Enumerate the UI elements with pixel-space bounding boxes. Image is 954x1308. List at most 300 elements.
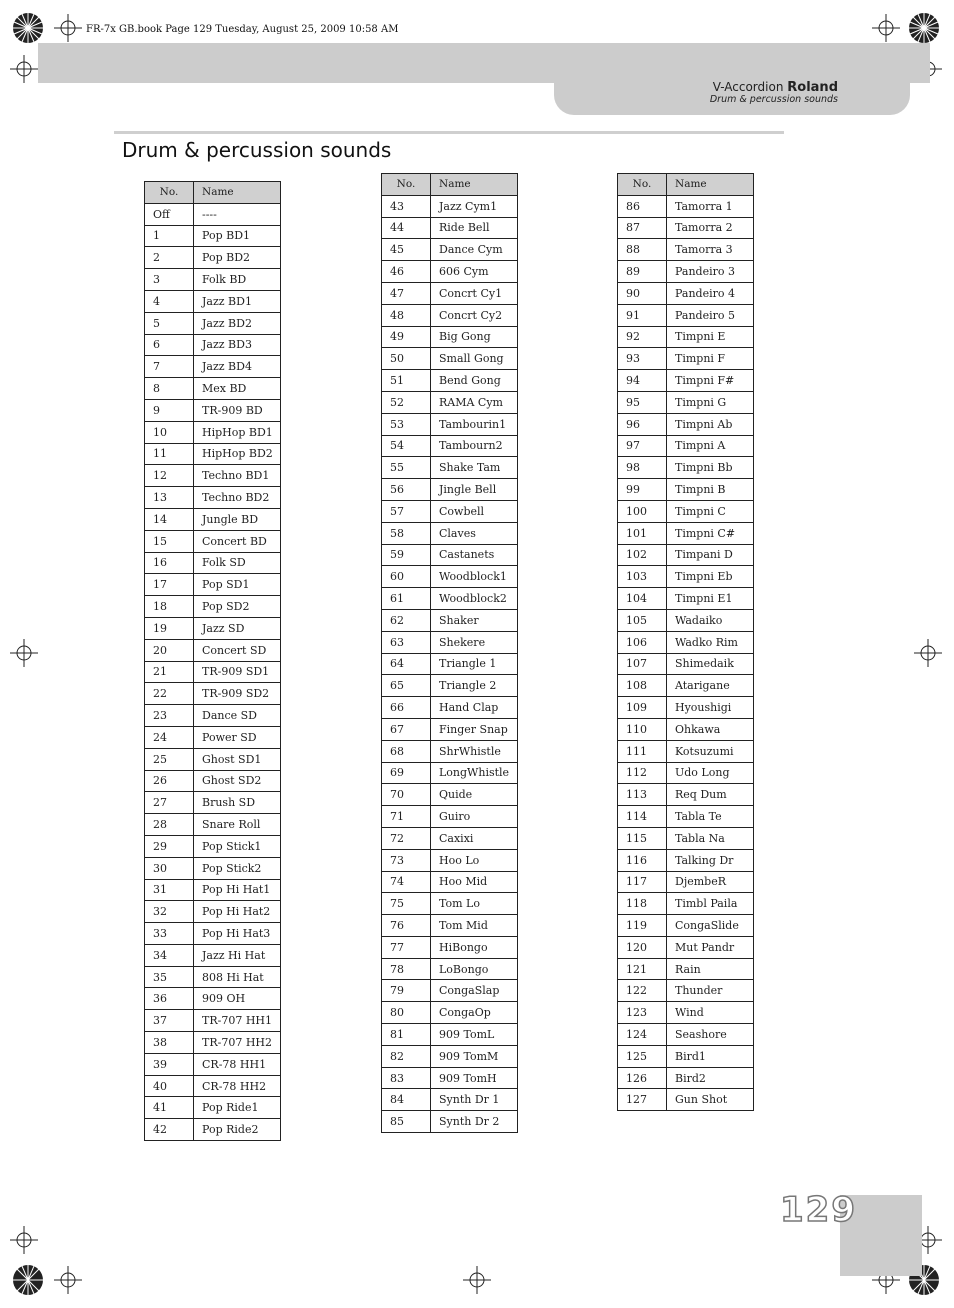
sound-number: 4: [145, 290, 194, 312]
sound-number: 7: [145, 356, 194, 378]
sound-number: 83: [382, 1067, 431, 1089]
sound-number: 127: [618, 1089, 667, 1111]
sound-number: 29: [145, 835, 194, 857]
sound-name: Timpni A: [667, 435, 754, 457]
page-title: Drum & percussion sounds: [122, 138, 392, 162]
sound-number: 94: [618, 370, 667, 392]
sound-number: 61: [382, 588, 431, 610]
table-row: [145, 1010, 281, 1032]
column-header-name: Name: [431, 174, 518, 196]
sound-number: Off: [145, 203, 194, 225]
sound-name: Caxixi: [431, 827, 518, 849]
sound-name: Finger Snap: [431, 718, 518, 740]
sound-number: 99: [618, 479, 667, 501]
sound-name: Jazz SD: [194, 617, 281, 639]
sound-name: Tabla Na: [667, 827, 754, 849]
sound-number: 105: [618, 609, 667, 631]
sound-name: Rain: [667, 958, 754, 980]
sound-name: Jazz BD4: [194, 356, 281, 378]
table-row: [618, 391, 754, 413]
sound-name: Pop SD1: [194, 574, 281, 596]
sound-name: 909 TomH: [431, 1067, 518, 1089]
sound-name: Small Gong: [431, 348, 518, 370]
sound-number: 54: [382, 435, 431, 457]
sound-name: Bend Gong: [431, 370, 518, 392]
sound-name: Pop Stick2: [194, 857, 281, 879]
sound-number: 85: [382, 1111, 431, 1133]
table-row: [382, 348, 518, 370]
table-row: [145, 1032, 281, 1054]
table-row: [145, 944, 281, 966]
table-row: [382, 849, 518, 871]
sound-number: 102: [618, 544, 667, 566]
table-row: [145, 487, 281, 509]
sound-number: 5: [145, 312, 194, 334]
sound-number: 36: [145, 988, 194, 1010]
sound-name: Woodblock1: [431, 566, 518, 588]
brand-name: Roland: [787, 80, 838, 95]
sound-number: 82: [382, 1045, 431, 1067]
table-row: [618, 784, 754, 806]
crosshair-mark-icon: [463, 1266, 491, 1294]
sound-name: Hoo Mid: [431, 871, 518, 893]
sound-name: Bird1: [667, 1045, 754, 1067]
sunburst-mark-icon: [12, 1264, 44, 1296]
sound-name: Mut Pandr: [667, 936, 754, 958]
table-row: [382, 936, 518, 958]
table-row: [382, 217, 518, 239]
sound-name: Castanets: [431, 544, 518, 566]
table-row: [382, 391, 518, 413]
sound-name: Tom Lo: [431, 893, 518, 915]
product-name: V-Accordion: [712, 80, 784, 94]
sound-number: 21: [145, 661, 194, 683]
sound-number: 109: [618, 697, 667, 719]
sound-number: 8: [145, 378, 194, 400]
crosshair-mark-icon: [914, 639, 942, 667]
sound-number: 81: [382, 1024, 431, 1046]
sound-name: CongaSlide: [667, 915, 754, 937]
sound-number: 126: [618, 1067, 667, 1089]
sound-number: 32: [145, 901, 194, 923]
table-row: [145, 923, 281, 945]
sound-number: 65: [382, 675, 431, 697]
sound-number: 93: [618, 348, 667, 370]
sound-number: 115: [618, 827, 667, 849]
sound-name: Shake Tam: [431, 457, 518, 479]
table-row: [618, 827, 754, 849]
sound-number: 12: [145, 465, 194, 487]
sound-name: Pop Hi Hat1: [194, 879, 281, 901]
sound-name: Woodblock2: [431, 588, 518, 610]
sound-number: 17: [145, 574, 194, 596]
sound-number: 79: [382, 980, 431, 1002]
table-row: [145, 225, 281, 247]
sound-name: LongWhistle: [431, 762, 518, 784]
table-header-row: [618, 174, 754, 196]
sound-number: 101: [618, 522, 667, 544]
sound-number: 40: [145, 1075, 194, 1097]
sound-name: Pop Ride1: [194, 1097, 281, 1119]
table-row: [382, 326, 518, 348]
sound-number: 121: [618, 958, 667, 980]
sound-name: Techno BD2: [194, 487, 281, 509]
sound-number: 91: [618, 304, 667, 326]
sound-name: Concrt Cy2: [431, 304, 518, 326]
sound-number: 35: [145, 966, 194, 988]
sound-name: Shimedaik: [667, 653, 754, 675]
sound-table-3: [617, 173, 754, 1111]
table-row: [145, 770, 281, 792]
sound-name: Gun Shot: [667, 1089, 754, 1111]
sound-name: 606 Cym: [431, 261, 518, 283]
sound-name: Timpni E: [667, 326, 754, 348]
table-row: [382, 958, 518, 980]
sound-name: Talking Dr: [667, 849, 754, 871]
sound-name: TR-707 HH2: [194, 1032, 281, 1054]
table-row: [382, 239, 518, 261]
sound-name: Power SD: [194, 726, 281, 748]
table-row: [618, 915, 754, 937]
sound-name: Pop BD1: [194, 225, 281, 247]
column-header-no: No.: [145, 182, 194, 204]
table-row: [145, 574, 281, 596]
table-row: [382, 806, 518, 828]
table-row: [382, 653, 518, 675]
table-row: [618, 980, 754, 1002]
sound-name: CR-78 HH2: [194, 1075, 281, 1097]
sound-number: 64: [382, 653, 431, 675]
sound-name: Pop SD2: [194, 596, 281, 618]
table-row: [618, 1024, 754, 1046]
sound-number: 59: [382, 544, 431, 566]
sound-number: 38: [145, 1032, 194, 1054]
sound-name: Hand Clap: [431, 697, 518, 719]
table-row: [618, 195, 754, 217]
table-row: [382, 675, 518, 697]
sound-number: 110: [618, 718, 667, 740]
sound-name: Kotsuzumi: [667, 740, 754, 762]
sound-number: 31: [145, 879, 194, 901]
table-row: [145, 726, 281, 748]
sound-name: HiBongo: [431, 936, 518, 958]
table-row: [382, 457, 518, 479]
crosshair-mark-icon: [54, 1266, 82, 1294]
table-row: [382, 282, 518, 304]
table-row: [382, 522, 518, 544]
sound-number: 89: [618, 261, 667, 283]
table-row: [618, 239, 754, 261]
sound-name: Folk SD: [194, 552, 281, 574]
sound-number: 84: [382, 1089, 431, 1111]
sound-number: 58: [382, 522, 431, 544]
sound-number: 71: [382, 806, 431, 828]
crosshair-mark-icon: [10, 55, 38, 83]
table-row: [382, 718, 518, 740]
sound-name: Wind: [667, 1002, 754, 1024]
sound-name: Mex BD: [194, 378, 281, 400]
sound-name: Jazz BD1: [194, 290, 281, 312]
table-row: [618, 544, 754, 566]
sound-number: 11: [145, 443, 194, 465]
sound-number: 120: [618, 936, 667, 958]
table-row: [145, 465, 281, 487]
table-row: [382, 500, 518, 522]
column-header-name: Name: [194, 182, 281, 204]
sound-name: Tamorra 2: [667, 217, 754, 239]
sound-number: 19: [145, 617, 194, 639]
sound-name: Timpni Ab: [667, 413, 754, 435]
sound-name: Pop Ride2: [194, 1119, 281, 1141]
sound-number: 100: [618, 500, 667, 522]
table-row: [382, 762, 518, 784]
sound-name: Ride Bell: [431, 217, 518, 239]
table-row: [145, 356, 281, 378]
table-row: [382, 740, 518, 762]
table-row: [382, 479, 518, 501]
sound-name: Pop Stick1: [194, 835, 281, 857]
sound-number: 118: [618, 893, 667, 915]
table-row: [618, 566, 754, 588]
table-row: [145, 879, 281, 901]
table-row: [145, 683, 281, 705]
sound-name: Jazz BD3: [194, 334, 281, 356]
sound-name: Tabla Te: [667, 806, 754, 828]
title-rule: [114, 131, 784, 134]
table-row: [618, 1045, 754, 1067]
sound-name: Wadko Rim: [667, 631, 754, 653]
crosshair-mark-icon: [10, 639, 38, 667]
table-row: [145, 443, 281, 465]
table-row: [145, 269, 281, 291]
sound-name: Atarigane: [667, 675, 754, 697]
table-row: [145, 988, 281, 1010]
table-row: [145, 705, 281, 727]
sound-number: 69: [382, 762, 431, 784]
table-row: [618, 479, 754, 501]
sound-name: Big Gong: [431, 326, 518, 348]
sunburst-mark-icon: [12, 12, 44, 44]
sound-name: Bird2: [667, 1067, 754, 1089]
table-row: [145, 552, 281, 574]
table-row: [618, 849, 754, 871]
sound-name: Timpni B: [667, 479, 754, 501]
sound-name: Snare Roll: [194, 814, 281, 836]
sound-number: 3: [145, 269, 194, 291]
table-row: [145, 421, 281, 443]
sound-name: Req Dum: [667, 784, 754, 806]
sound-number: 56: [382, 479, 431, 501]
sound-number: 103: [618, 566, 667, 588]
sound-number: 111: [618, 740, 667, 762]
table-row: [618, 893, 754, 915]
table-row: [382, 1089, 518, 1111]
sound-number: 104: [618, 588, 667, 610]
table-row: [382, 1045, 518, 1067]
sound-name: ----: [194, 203, 281, 225]
sound-name: Pop Hi Hat3: [194, 923, 281, 945]
sound-name: Timbl Paila: [667, 893, 754, 915]
table-row: [618, 871, 754, 893]
sound-name: Jingle Bell: [431, 479, 518, 501]
sound-name: Concert SD: [194, 639, 281, 661]
sound-name: CR-78 HH1: [194, 1053, 281, 1075]
sound-number: 16: [145, 552, 194, 574]
sound-number: 112: [618, 762, 667, 784]
sound-number: 80: [382, 1002, 431, 1024]
table-row: [382, 784, 518, 806]
header-band: [38, 43, 930, 83]
table-row: [145, 966, 281, 988]
table-row: [382, 261, 518, 283]
sound-number: 47: [382, 282, 431, 304]
sound-number: 42: [145, 1119, 194, 1141]
table-row: [145, 1097, 281, 1119]
sound-name: Tambourn2: [431, 435, 518, 457]
table-row: [382, 697, 518, 719]
crosshair-mark-icon: [54, 14, 82, 42]
table-row: [145, 290, 281, 312]
sound-number: 23: [145, 705, 194, 727]
sound-name: Timpni G: [667, 391, 754, 413]
table-row: [618, 609, 754, 631]
sound-name: Seashore: [667, 1024, 754, 1046]
table-row: [382, 195, 518, 217]
table-row: [382, 588, 518, 610]
sound-name: Jazz Hi Hat: [194, 944, 281, 966]
sound-name: Tom Mid: [431, 915, 518, 937]
sound-number: 96: [618, 413, 667, 435]
sound-name: CongaOp: [431, 1002, 518, 1024]
sound-name: Timpni C: [667, 500, 754, 522]
table-row: [382, 631, 518, 653]
table-row: [145, 792, 281, 814]
sound-number: 68: [382, 740, 431, 762]
sound-number: 116: [618, 849, 667, 871]
sound-number: 51: [382, 370, 431, 392]
sound-number: 2: [145, 247, 194, 269]
crosshair-mark-icon: [10, 1226, 38, 1254]
table-row: [145, 661, 281, 683]
table-row: [382, 893, 518, 915]
sound-name: Timpani D: [667, 544, 754, 566]
table-row: [382, 544, 518, 566]
sound-number: 108: [618, 675, 667, 697]
sound-table-2: [381, 173, 518, 1133]
sound-number: 26: [145, 770, 194, 792]
sound-name: Folk BD: [194, 269, 281, 291]
sound-name: CongaSlap: [431, 980, 518, 1002]
table-row: [618, 806, 754, 828]
sound-number: 119: [618, 915, 667, 937]
sound-name: Wadaiko: [667, 609, 754, 631]
table-row: [618, 348, 754, 370]
table-row: [382, 871, 518, 893]
sound-name: 909 OH: [194, 988, 281, 1010]
table-header-row: [382, 174, 518, 196]
sound-name: Cowbell: [431, 500, 518, 522]
sound-number: 75: [382, 893, 431, 915]
table-row: [618, 522, 754, 544]
sound-number: 117: [618, 871, 667, 893]
sound-number: 67: [382, 718, 431, 740]
table-row: [382, 435, 518, 457]
table-row: [145, 1075, 281, 1097]
sound-number: 18: [145, 596, 194, 618]
column-header-no: No.: [382, 174, 431, 196]
sound-name: Ghost SD2: [194, 770, 281, 792]
table-row: [382, 566, 518, 588]
sunburst-mark-icon: [908, 12, 940, 44]
table-row: [618, 588, 754, 610]
sound-name: LoBongo: [431, 958, 518, 980]
sound-number: 30: [145, 857, 194, 879]
table-row: [618, 435, 754, 457]
sound-name: Hoo Lo: [431, 849, 518, 871]
sound-name: Jungle BD: [194, 508, 281, 530]
table-row: [618, 631, 754, 653]
sound-number: 125: [618, 1045, 667, 1067]
table-header-row: [145, 182, 281, 204]
table-row: [618, 326, 754, 348]
sound-number: 55: [382, 457, 431, 479]
table-row: [145, 203, 281, 225]
table-row: [145, 312, 281, 334]
table-row: [618, 718, 754, 740]
table-row: [618, 740, 754, 762]
sound-name: 909 TomM: [431, 1045, 518, 1067]
sound-number: 48: [382, 304, 431, 326]
sound-number: 46: [382, 261, 431, 283]
sound-number: 86: [618, 195, 667, 217]
sound-table-1: [144, 181, 281, 1141]
sound-number: 39: [145, 1053, 194, 1075]
sound-name: Synth Dr 2: [431, 1111, 518, 1133]
table-row: [382, 915, 518, 937]
sound-number: 50: [382, 348, 431, 370]
sound-name: Pandeiro 4: [667, 282, 754, 304]
table-row: [618, 457, 754, 479]
table-row: [618, 1089, 754, 1111]
table-row: [618, 653, 754, 675]
sound-number: 13: [145, 487, 194, 509]
table-row: [145, 508, 281, 530]
sound-name: HipHop BD2: [194, 443, 281, 465]
sound-name: Shaker: [431, 609, 518, 631]
table-row: [382, 980, 518, 1002]
sound-number: 45: [382, 239, 431, 261]
sound-name: Concert BD: [194, 530, 281, 552]
table-row: [145, 617, 281, 639]
table-row: [382, 370, 518, 392]
sound-number: 98: [618, 457, 667, 479]
table-row: [618, 762, 754, 784]
sound-name: Concrt Cy1: [431, 282, 518, 304]
sound-number: 122: [618, 980, 667, 1002]
table-row: [618, 370, 754, 392]
sound-number: 62: [382, 609, 431, 631]
table-row: [145, 901, 281, 923]
page-number: 129: [780, 1190, 857, 1230]
sound-name: Pandeiro 3: [667, 261, 754, 283]
crosshair-mark-icon: [872, 14, 900, 42]
table-row: [145, 814, 281, 836]
sound-name: TR-909 SD1: [194, 661, 281, 683]
sound-number: 113: [618, 784, 667, 806]
sound-number: 63: [382, 631, 431, 653]
sound-name: Timpni Eb: [667, 566, 754, 588]
sound-name: Udo Long: [667, 762, 754, 784]
